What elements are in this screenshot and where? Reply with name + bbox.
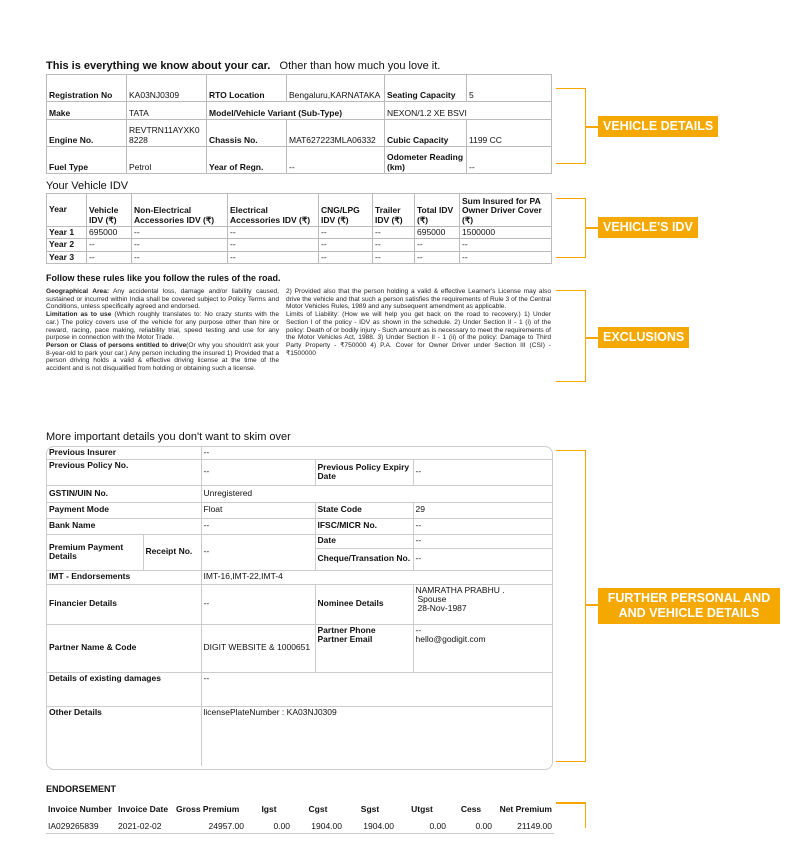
idv-connector	[586, 227, 598, 229]
exclusion-paragraph	[286, 311, 551, 357]
further-heading: More important details you don't want to skim over	[46, 431, 291, 443]
idv-cell: --	[87, 251, 132, 263]
idv-cell: --	[460, 239, 552, 251]
financier-value: --	[201, 584, 315, 624]
idv-cell: --	[415, 251, 460, 263]
damages-value: --	[201, 672, 552, 706]
vehicle-heading-rest: Other than how much you love it.	[279, 60, 441, 72]
further-row	[47, 624, 552, 672]
exclusions-connector	[586, 337, 598, 339]
idv-bracket	[556, 198, 586, 258]
state-code-value: 29	[413, 502, 552, 518]
endorsement-header: Cess	[460, 803, 482, 814]
payment-mode-label: Payment Mode	[47, 502, 201, 518]
exclusions-left-column	[46, 288, 279, 373]
cubic-label: Cubic Capacity	[385, 120, 467, 147]
partner-value: DIGIT WEBSITE & 1000651	[201, 624, 315, 672]
endorsement-header: Igst	[261, 803, 277, 814]
endorsement-row	[46, 815, 554, 833]
partner-phone-label: Partner Phone	[317, 624, 376, 635]
partner-phone-value: --	[415, 624, 422, 635]
exclusion-paragraph	[46, 288, 279, 311]
registration-value: KA03NJ0309	[127, 75, 207, 102]
idv-header: Sum Insured for PA Owner Driver Cover (₹)	[460, 194, 552, 227]
idv-cell: --	[319, 251, 373, 263]
idv-badge: VEHICLE'S IDV	[598, 217, 698, 238]
endorsement-header: Invoice Number	[48, 803, 112, 814]
partner-contact-values	[413, 624, 552, 672]
idv-cell: 695000	[87, 227, 132, 239]
idv-cell: Year 1	[47, 227, 87, 239]
make-value: TATA	[127, 102, 207, 120]
endorsement-header: Net Premium	[499, 803, 552, 814]
chassis-value: MAT627223MLA06332	[287, 120, 385, 147]
bank-label: Bank Name	[47, 518, 201, 534]
idv-header: Vehicle IDV (₹)	[87, 194, 132, 227]
idv-cell: --	[373, 251, 415, 263]
idv-row	[47, 227, 552, 239]
vehicle-row	[47, 147, 552, 174]
idv-header-row	[47, 194, 552, 227]
date-label: Date	[315, 534, 413, 548]
cubic-value: 1199 CC	[467, 120, 552, 147]
further-row	[47, 447, 552, 459]
ifsc-value: --	[413, 518, 552, 534]
idv-header: Trailer IDV (₹)	[373, 194, 415, 227]
endorsement-cell: 21149.00	[494, 815, 554, 833]
exclusion-text: (Which roughly translates to: No crazy stunts with the car.) The policy covers use of the vehicle for any purpose other than hire or reward, racing, pace making, reliability trial, speed testing and use for any purpose in connection with the Motor Trade.	[46, 311, 279, 342]
premium-payment-label: Premium Payment Details	[47, 534, 143, 570]
nominee-dob: 28-Nov-1987	[417, 603, 467, 614]
receipt-value: --	[201, 534, 315, 570]
exclusion-paragraph	[46, 342, 279, 373]
further-row	[47, 534, 552, 548]
exclusion-text: (Or why you shouldn't ask your 8-year-old to park your car.) Any person including the insured 1) Provided that a person driving holds a valid & effective driving license at the time of the accident and is not disqualified from holding or obtaining such a license.	[46, 341, 279, 373]
other-value: licensePlateNumber : KA03NJ0309	[203, 706, 337, 717]
vehicle-row	[47, 75, 552, 102]
further-badge-line1: FURTHER PERSONAL AND	[607, 591, 771, 605]
exclusions-badge: EXCLUSIONS	[598, 327, 689, 348]
vehicle-details-table	[46, 74, 552, 174]
further-row	[47, 518, 552, 534]
imt-value: IMT-16,IMT-22,IMT-4	[201, 570, 552, 584]
model-value: NEXON/1.2 XE BSVI	[385, 102, 552, 120]
exclusions-right-column	[286, 288, 551, 357]
rto-value: Bengaluru,KARNATAKA	[287, 75, 385, 102]
endorsement-cell: 2021-02-02	[116, 815, 174, 833]
exclusion-title: Limitation as to use	[46, 311, 112, 319]
further-badge-line2: AND VEHICLE DETAILS	[618, 606, 760, 620]
damages-label: Details of existing damages	[47, 672, 201, 706]
idv-cell: --	[373, 239, 415, 251]
nominee-value	[413, 584, 552, 624]
previous-policy-value: --	[201, 459, 315, 485]
idv-cell: 695000	[415, 227, 460, 239]
vehicle-heading-bold: This is everything we know about your car.	[46, 60, 271, 72]
further-row	[47, 672, 552, 706]
idv-header: CNG/LPG IDV (₹)	[319, 194, 373, 227]
idv-cell: Year 2	[47, 239, 87, 251]
further-connector	[586, 604, 598, 606]
idv-heading: Your Vehicle IDV	[46, 180, 129, 192]
year-regn-label: Year of Regn.	[207, 147, 287, 174]
endorsement-header: Invoice Date	[118, 803, 169, 814]
previous-insurer-value: --	[201, 447, 552, 459]
idv-cell: --	[373, 227, 415, 239]
partner-email-value: hello@godigit.com	[415, 633, 486, 644]
gstin-label: GSTIN/UIN No.	[47, 485, 201, 502]
exclusion-paragraph	[286, 288, 551, 311]
model-label: Model/Vehicle Variant (Sub-Type)	[207, 102, 385, 120]
vehicle-details-bracket	[556, 88, 586, 164]
make-label: Make	[47, 102, 127, 120]
further-row	[47, 584, 552, 624]
endorsement-header-row	[46, 799, 554, 815]
idv-table	[46, 193, 552, 264]
further-row	[47, 570, 552, 584]
vehicle-row	[47, 102, 552, 120]
idv-header: Non-Electrical Accessories IDV (₹)	[132, 194, 228, 227]
idv-cell: 1500000	[460, 227, 552, 239]
previous-policy-label: Previous Policy No.	[47, 459, 201, 485]
exclusions-bracket	[556, 290, 586, 382]
partner-label: Partner Name & Code	[47, 624, 201, 672]
payment-mode-value: Float	[201, 502, 315, 518]
idv-header: Electrical Accessories IDV (₹)	[228, 194, 319, 227]
idv-header: Total IDV (₹)	[415, 194, 460, 227]
endorsement-header: Cgst	[308, 803, 328, 814]
state-code-label: State Code	[315, 502, 413, 518]
endorsement-table	[46, 799, 554, 834]
date-value: --	[413, 534, 552, 548]
exclusions-heading: Follow these rules like you follow the rules of the road.	[46, 273, 281, 283]
endorsement-cell: 1904.00	[292, 815, 344, 833]
endorsement-cell: 0.00	[396, 815, 448, 833]
exclusion-paragraph	[46, 311, 279, 342]
imt-label: IMT - Endorsements	[47, 570, 201, 584]
endorsement-cell: IA029265839	[46, 815, 116, 833]
fuel-value: Petrol	[127, 147, 207, 174]
prev-expiry-value: --	[413, 459, 552, 485]
cheque-value: --	[413, 548, 552, 570]
further-row	[47, 502, 552, 518]
other-label: Other Details	[47, 706, 201, 766]
vehicle-details-badge: VEHICLE DETAILS	[598, 116, 718, 137]
endorsement-header: Gross Premium	[176, 803, 240, 814]
idv-row	[47, 251, 552, 263]
seating-value: 5	[467, 75, 552, 102]
vehicle-row	[47, 120, 552, 147]
odometer-value: --	[467, 147, 552, 174]
exclusion-text: Any accidental loss, damage and/or liability caused, sustained or incurred within India shall be covered subject to Policy Terms and Conditions, unless specifically agreed and endorsed.	[46, 288, 279, 311]
endorsement-cell: 24957.00	[174, 815, 246, 833]
further-badge	[598, 588, 780, 624]
endorsement-header: Utgst	[411, 803, 433, 814]
seating-label: Seating Capacity	[385, 75, 467, 102]
financier-label: Financier Details	[47, 584, 201, 624]
endorsement-cell: 0.00	[246, 815, 292, 833]
exclusion-title: Person or Class of persons entitled to drive	[46, 341, 187, 349]
idv-cell: --	[228, 239, 319, 251]
nominee-label: Nominee Details	[315, 584, 413, 624]
odometer-label: Odometer Reading (km)	[385, 147, 467, 174]
gstin-value: Unregistered	[201, 485, 552, 502]
idv-header: Year	[47, 194, 87, 227]
further-row	[47, 706, 552, 766]
rto-label: RTO Location	[207, 75, 287, 102]
further-row	[47, 485, 552, 502]
registration-label: Registration No	[47, 75, 127, 102]
idv-cell: --	[319, 239, 373, 251]
endorsement-header: Sgst	[360, 803, 380, 814]
idv-cell: --	[132, 251, 228, 263]
endorsement-bracket-side	[585, 802, 587, 828]
chassis-label: Chassis No.	[207, 120, 287, 147]
vehicle-section-heading	[46, 60, 440, 72]
further-details-table	[47, 447, 552, 766]
idv-cell: --	[228, 251, 319, 263]
idv-cell: --	[319, 227, 373, 239]
idv-cell: Year 3	[47, 251, 87, 263]
nominee-name: NAMRATHA PRABHU .	[415, 584, 505, 595]
ifsc-label: IFSC/MICR No.	[315, 518, 413, 534]
idv-cell: --	[132, 227, 228, 239]
endorsement-cell: 0.00	[448, 815, 494, 833]
further-bracket	[556, 450, 586, 762]
previous-insurer-label: Previous Insurer	[47, 447, 201, 459]
idv-cell: --	[460, 251, 552, 263]
exclusion-text: 2) Provided also that the person holding a valid & effective Learner's License may also drive the vehicle and that such a person satisfies the requirements of Rule 3 of the Central Motor Vehicles Rules, 1989 and any subsequent amendment as applicable.	[286, 288, 551, 311]
bank-value: --	[201, 518, 315, 534]
year-regn-value: --	[287, 147, 385, 174]
idv-cell: --	[87, 239, 132, 251]
cheque-label: Cheque/Transation No.	[315, 548, 413, 570]
exclusion-text: Limits of Liability: (How we will help you get back on the road to recovery.) 1) Under Section I of the policy - IDV as shown in the schedule. 2) Under Section II - 1 (i) of the policy: Death of or bodily injury - Such amount as is necessary to meet the requirements of the Motor Vehicles Act, 1988. 3) Under Section II - 1 (ii) of the policy: Damage to Third Party Property - ₹750000 4) P.A. Cover for Owner Driver under Section III (CSI) - ₹1500000	[286, 311, 551, 357]
receipt-label: Receipt No.	[143, 534, 201, 570]
partner-contact-labels	[315, 624, 413, 672]
idv-cell: --	[228, 227, 319, 239]
exclusion-title: Geographical Area:	[46, 288, 110, 295]
idv-cell: --	[415, 239, 460, 251]
idv-row	[47, 239, 552, 251]
idv-cell: --	[132, 239, 228, 251]
vehicle-details-connector	[586, 126, 598, 128]
endorsement-bracket-top	[556, 802, 586, 804]
endorsement-cell: 1904.00	[344, 815, 396, 833]
engine-label: Engine No.	[47, 120, 127, 147]
fuel-label: Fuel Type	[47, 147, 127, 174]
endorsement-heading: ENDORSEMENT	[46, 784, 117, 794]
partner-email-label: Partner Email	[317, 633, 373, 644]
prev-expiry-label: Previous Policy Expiry Date	[315, 459, 413, 485]
further-row	[47, 459, 552, 485]
nominee-relation: Spouse	[417, 593, 447, 604]
engine-value: REVTRN11AYXK08228	[127, 120, 207, 147]
